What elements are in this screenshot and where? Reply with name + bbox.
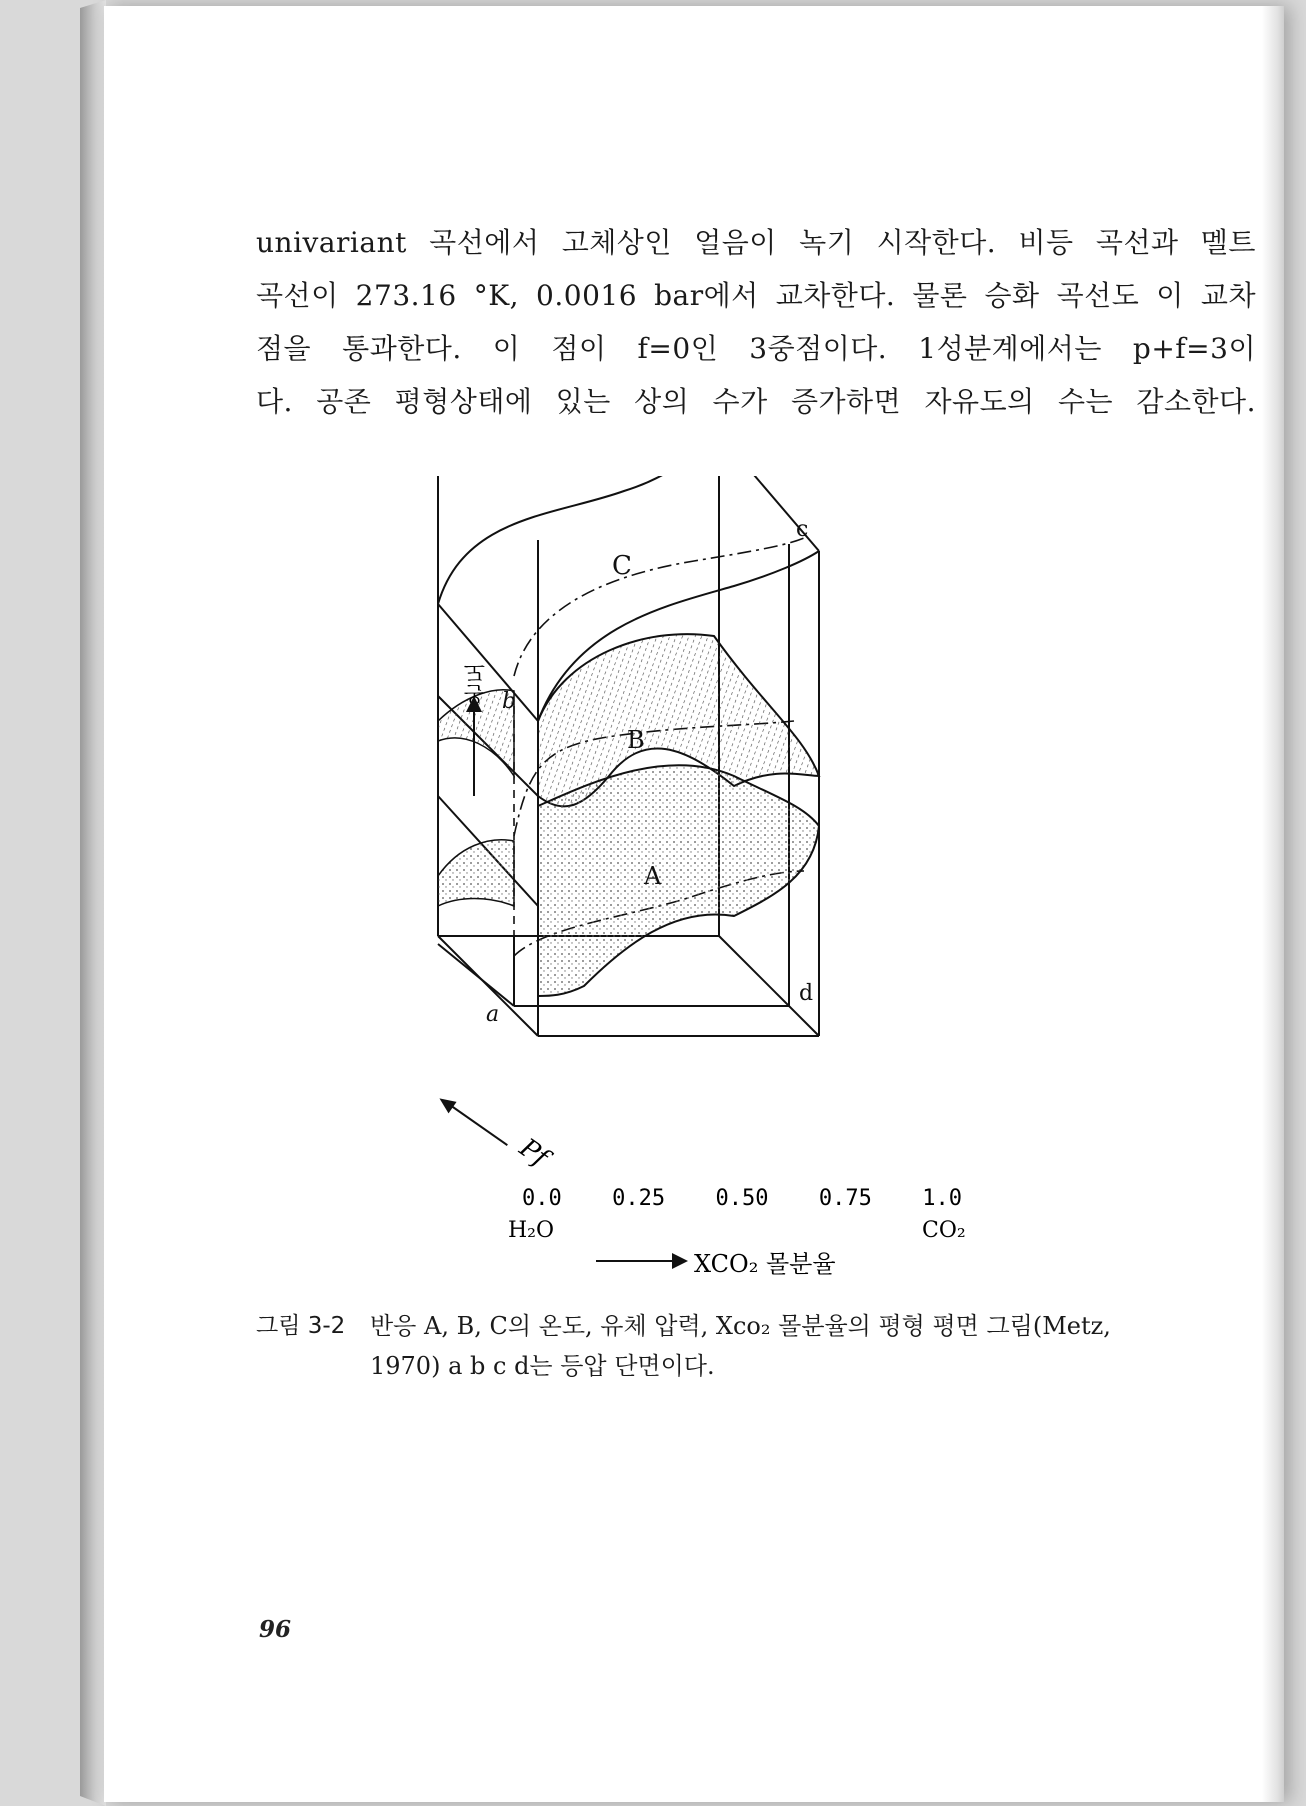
page-edge-shadow: [1262, 6, 1284, 1802]
caption-line-2: 1970) a b c d는 등압 단면이다.: [370, 1352, 715, 1380]
figure-3-2: [434, 476, 1174, 1306]
x-axis-ticks: [522, 1186, 962, 1211]
paragraph-line: 곡선이 273.16 °K, 0.0016 bar에서 교차한다. 물론 승화 곡선도 이 교차: [256, 279, 1256, 312]
paragraph-line: 다. 공존 평형상태에 있는 상의 수가 증가하면 자유도의 수는 감소한다.: [256, 385, 1256, 418]
x-axis-label: XCO₂ 몰분율: [694, 1250, 836, 1278]
x-tick: 1.0: [922, 1186, 962, 1211]
paragraph-line: 점을 통과한다. 이 점이 f=0인 3중점이다. 1성분계에서는 p+f=3이: [256, 332, 1256, 365]
region-c-label: C: [612, 551, 632, 581]
x-axis-arrow: [596, 1260, 676, 1262]
phase-diagram-3d: [434, 476, 1174, 1306]
region-b-label: B: [627, 726, 645, 754]
region-a-label: A: [644, 862, 662, 890]
x-tick: 0.25: [612, 1186, 666, 1211]
caption-label: 그림 3-2: [256, 1313, 346, 1339]
temperature-arrow: [473, 706, 475, 796]
page-number: 96: [259, 1616, 292, 1643]
caption-line-1: 반응 A, B, C의 온도, 유체 압력, Xco₂ 몰분율의 평형 평면 그림(Metz,: [370, 1312, 1111, 1340]
region-a-surface: [538, 765, 819, 996]
point-d-label: d: [799, 981, 814, 1006]
point-b-label: b: [502, 689, 517, 714]
x-tick: 0.0: [522, 1186, 562, 1211]
book-spine: [80, 0, 106, 1806]
book-page: [104, 6, 1284, 1802]
x-end-left-label: H₂O: [508, 1218, 555, 1243]
pressure-axis-label: Pf: [513, 1132, 554, 1174]
paragraph-line: univariant 곡선에서 고체상인 얼음이 녹기 시작한다. 비등 곡선과 멜트: [256, 226, 1256, 259]
x-axis-arrow-head: [672, 1253, 688, 1269]
point-a-label: a: [486, 1002, 500, 1027]
temperature-axis-label: 온도: [464, 662, 489, 706]
temperature-arrow-head: [466, 696, 482, 712]
point-c-label: c: [796, 517, 809, 542]
body-paragraph: [256, 216, 1256, 428]
figure-caption: [256, 1306, 1256, 1386]
x-tick: 0.75: [818, 1186, 872, 1211]
x-tick: 0.50: [715, 1186, 769, 1211]
x-end-right-label: CO₂: [922, 1218, 966, 1243]
